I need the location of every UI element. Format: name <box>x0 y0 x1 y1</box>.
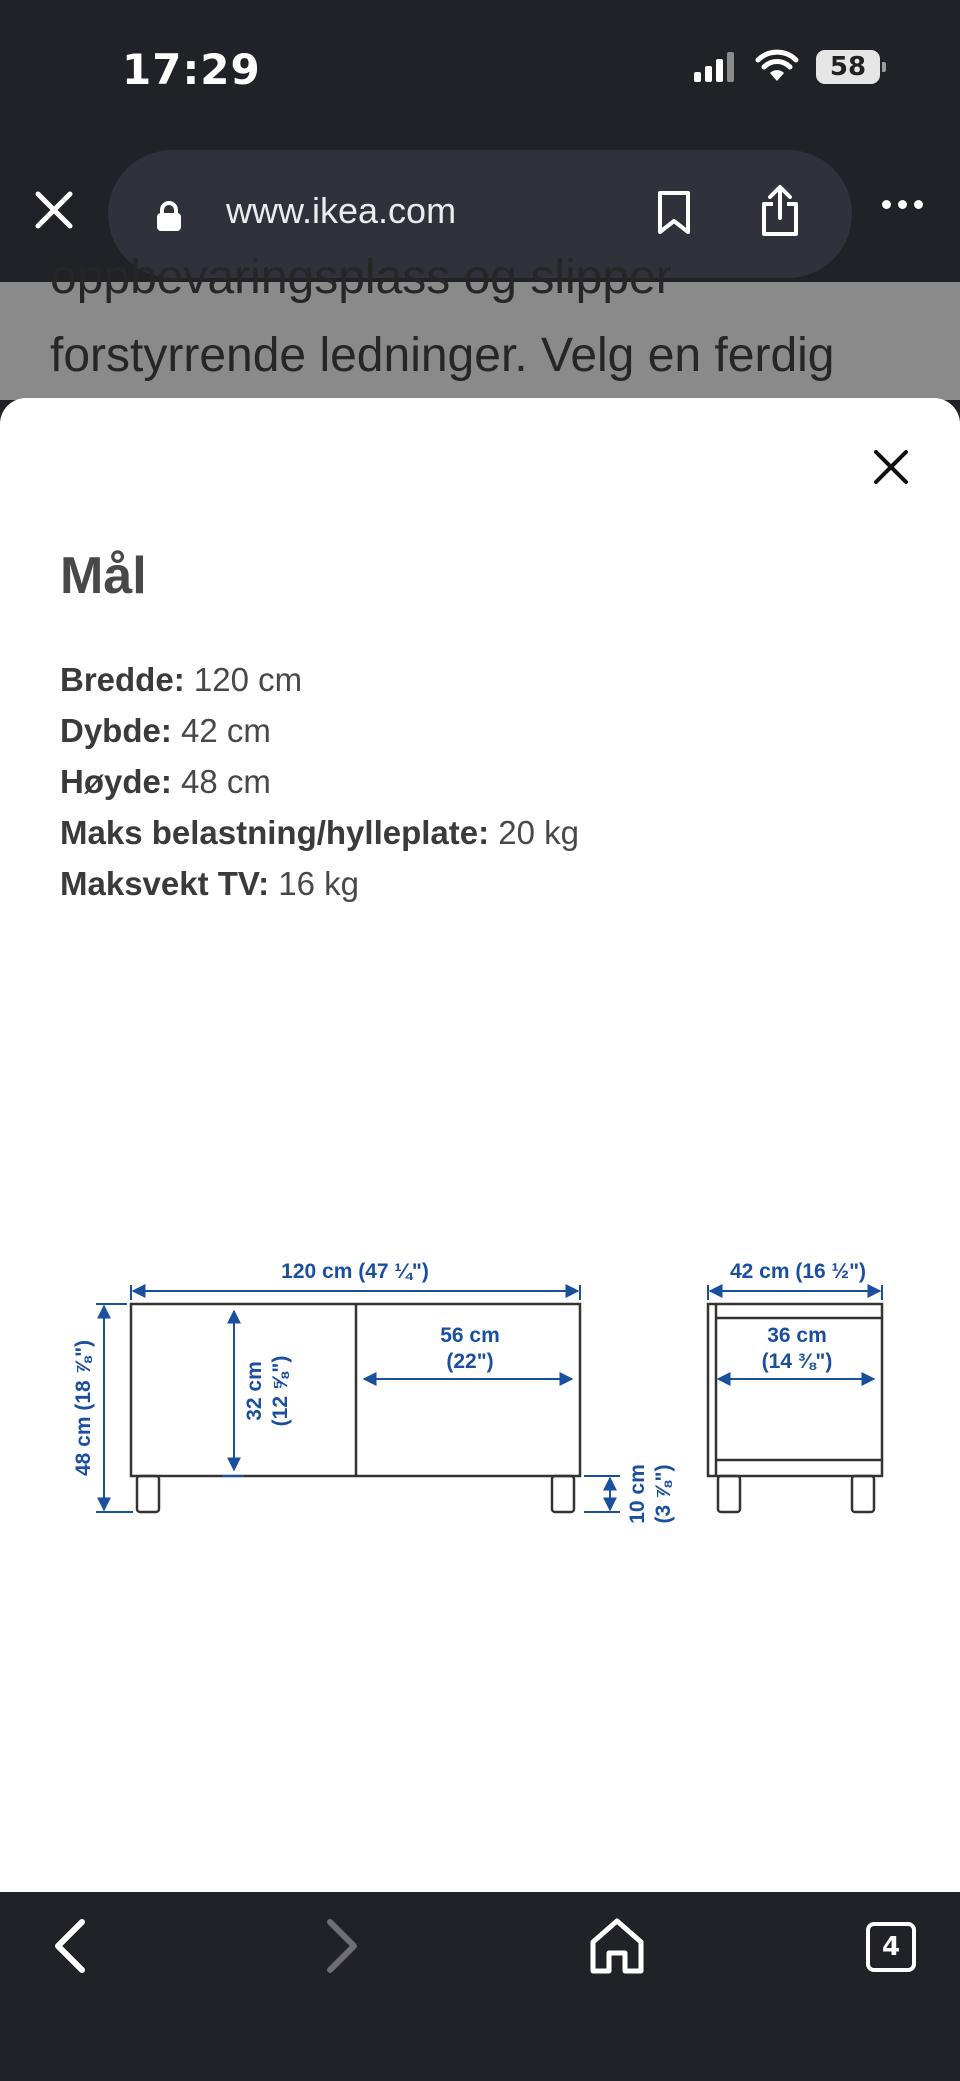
spec-row <box>60 858 579 909</box>
share-icon[interactable] <box>760 184 800 238</box>
close-icon <box>35 191 73 229</box>
front-width-label: 120 cm (47 ¼") <box>281 1260 429 1283</box>
tabs-button[interactable]: 4 <box>866 1922 916 1972</box>
spec-value: 120 cm <box>193 661 303 698</box>
background-text-line-2: forstyrrende ledninger. Velg en ferdig <box>50 329 835 382</box>
dimension-diagram <box>0 1213 960 1573</box>
home-icon[interactable] <box>588 1916 646 1976</box>
spec-label: Dybde: <box>60 712 172 749</box>
spec-row <box>60 705 579 756</box>
inner-width-in-label: (22") <box>446 1350 494 1373</box>
spec-label: Bredde: <box>60 661 185 698</box>
status-bar <box>0 0 960 140</box>
forward-icon[interactable] <box>320 1914 364 1978</box>
bookmark-icon[interactable] <box>656 190 692 236</box>
status-time: 17:29 <box>122 45 261 94</box>
wifi-icon <box>756 51 798 83</box>
spec-label: Maksvekt TV: <box>60 865 270 902</box>
inner-height-in-label: (12 ⅝") <box>269 1355 292 1427</box>
signal-icon <box>694 52 738 82</box>
side-depth-label: 42 cm (16 ½") <box>729 1260 867 1283</box>
browser-bottom-bar <box>0 1892 960 2081</box>
leg-height-cm-label: 10 cm <box>626 1464 649 1524</box>
url-text: www.ikea.com <box>226 190 457 231</box>
inner-depth-in-label: (14 ⅜") <box>761 1350 833 1373</box>
background-text-line-1: oppbevaringsplass og slipper <box>50 251 672 304</box>
inner-depth-cm-label: 36 cm <box>767 1324 827 1347</box>
back-icon[interactable] <box>48 1914 92 1978</box>
close-tab-button[interactable] <box>28 184 80 236</box>
front-view <box>131 1304 580 1512</box>
battery-icon: 58 <box>816 50 880 84</box>
spec-row <box>60 807 579 858</box>
spec-row <box>60 756 579 807</box>
height-label: 48 cm (18 ⅞") <box>72 1339 95 1477</box>
lock-icon <box>156 200 182 232</box>
spec-value: 48 cm <box>181 763 271 800</box>
spec-value: 16 kg <box>278 865 360 902</box>
spec-label: Høyde: <box>60 763 172 800</box>
status-icons <box>694 50 880 84</box>
sheet-title: Mål <box>60 547 147 605</box>
spec-value: 42 cm <box>181 712 271 749</box>
inner-height-cm-label: 32 cm <box>243 1361 266 1421</box>
dimensions-sheet <box>0 398 960 1892</box>
spec-label: Maks belastning/hylleplate: <box>60 814 490 851</box>
inner-width-cm-label: 56 cm <box>440 1324 500 1347</box>
spec-row <box>60 654 579 705</box>
more-options-icon[interactable] <box>882 200 923 209</box>
spec-list <box>60 654 579 909</box>
spec-value: 20 kg <box>498 814 580 851</box>
background-page <box>0 251 960 400</box>
close-sheet-icon[interactable] <box>870 446 912 488</box>
leg-height-in-label: (3 ⅞") <box>652 1464 675 1524</box>
